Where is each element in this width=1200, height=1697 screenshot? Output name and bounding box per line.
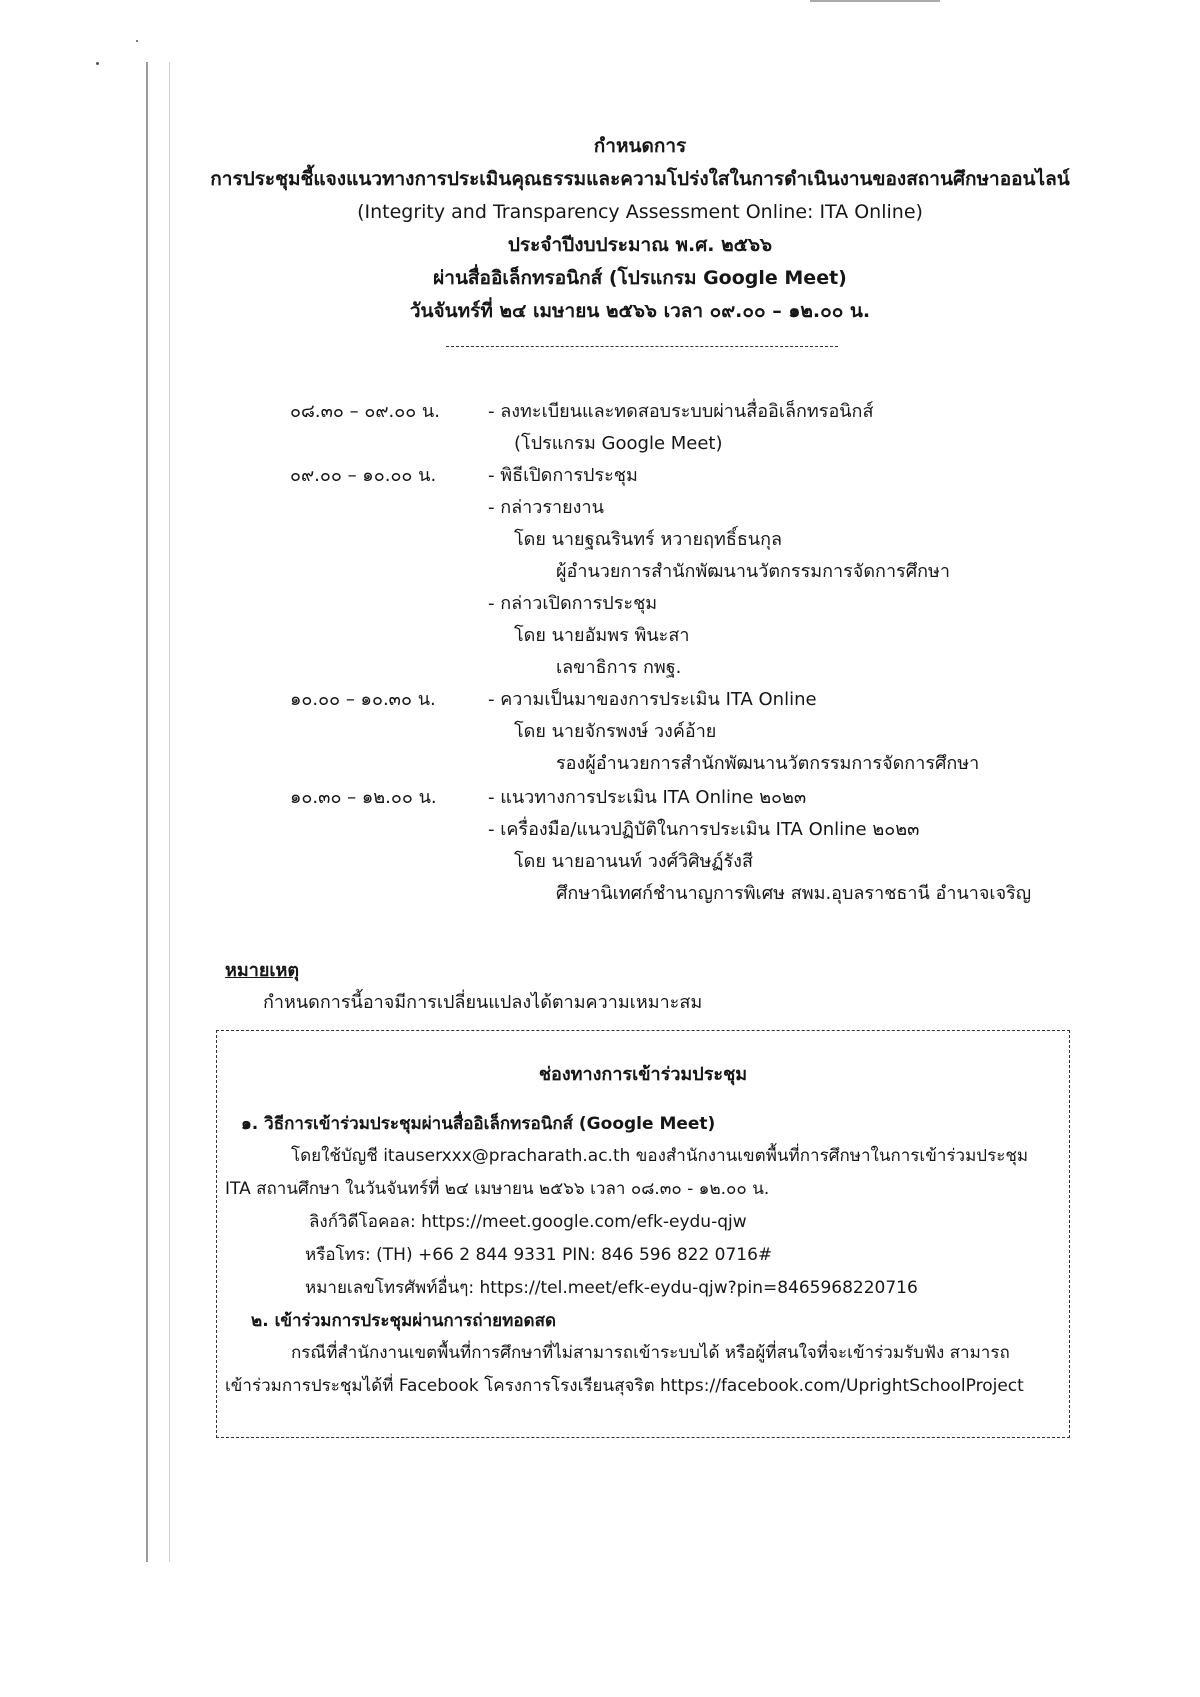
facebook-link[interactable]: เข้าร่วมการประชุมได้ที่ Facebook โครงการโรงเรียนสุจริต https://facebook.com/UprightSchoolProject	[225, 1376, 1024, 1396]
binding-line	[146, 62, 148, 1562]
section1-heading: ๑. วิธีการเข้าร่วมประชุมผ่านสื่ออิเล็กทรอนิกส์ (Google Meet)	[241, 1114, 716, 1134]
meeting-date-time: วันจันทร์ที่ ๒๔ เมษายน ๒๕๖๖ เวลา ๐๙.๐๐ – ๑๒.๐๐ น.	[409, 300, 871, 322]
speaker-position: ผู้อำนวยการสำนักพัฒนานวัตกรรมการจัดการศึกษา	[556, 561, 951, 582]
join-channels-box	[216, 1030, 1070, 1438]
section1-text: โดยใช้บัญชี itauserxxx@pracharath.ac.th ของสำนักงานเขตพื้นที่การศึกษาในการเข้าร่วมประชุม	[291, 1146, 1029, 1166]
schedule-item: (โปรแกรม Google Meet)	[514, 433, 723, 454]
schedule-item: - ลงทะเบียนและทดสอบระบบผ่านสื่ออิเล็กทรอนิกส์	[488, 401, 874, 422]
schedule-item: - แนวทางการประเมิน ITA Online ๒๐๒๓	[488, 787, 807, 808]
note-text: กำหนดการนี้อาจมีการเปลี่ยนแปลงได้ตามความเหมาะสม	[263, 992, 703, 1013]
document-header	[160, 130, 1120, 328]
fiscal-year: ประจำปีงบประมาณ พ.ศ. ๒๕๖๖	[507, 234, 773, 256]
scan-speck	[96, 62, 99, 65]
section1-text: ITA สถานศึกษา ในวันจันทร์ที่ ๒๔ เมษายน ๒๕๖๖ เวลา ๐๘.๓๐ - ๑๒.๐๐ น.	[225, 1179, 770, 1199]
speaker-position: เลขาธิการ กพฐ.	[556, 657, 682, 678]
section2-heading: ๒. เข้าร่วมการประชุมผ่านการถ่ายทอดสด	[251, 1311, 556, 1331]
schedule-item: - พิธีเปิดการประชุม	[488, 465, 638, 486]
english-name: (Integrity and Transparency Assessment Online: ITA Online)	[357, 201, 923, 223]
page-title: กำหนดการ	[593, 135, 687, 157]
schedule-time: ๐๙.๐๐ – ๑๐.๐๐ น.	[290, 465, 437, 486]
join-box-title: ช่องทางการเข้าร่วมประชุม	[538, 1064, 748, 1085]
schedule-item: - กล่าวเปิดการประชุม	[488, 593, 658, 614]
meeting-channel: ผ่านสื่ออิเล็กทรอนิกส์ (โปรแกรม Google Meet)	[433, 267, 847, 289]
video-call-link[interactable]: ลิงก์วิดีโอคอล: https://meet.google.com/efk-eydu-qjw	[309, 1212, 747, 1232]
speaker-position: ศึกษานิเทศก์ชำนาญการพิเศษ สพม.อุบลราชธานี อำนาจเจริญ	[556, 883, 1032, 904]
divider	[446, 346, 838, 347]
scan-mark	[810, 0, 940, 2]
schedule-item: - กล่าวรายงาน	[488, 497, 604, 518]
note-heading: หมายเหตุ	[225, 960, 300, 981]
dial-in-phone: หรือโทร: (TH) +66 2 844 9331 PIN: 846 596 822 0716#	[305, 1245, 773, 1265]
schedule-time: ๐๘.๓๐ – ๐๙.๐๐ น.	[290, 401, 440, 422]
speaker-name: โดย นายอัมพร พินะสา	[514, 625, 690, 646]
meeting-title: การประชุมชี้แจงแนวทางการประเมินคุณธรรมและความโปร่งใสในการดำเนินงานของสถานศึกษาออนไลน์	[210, 168, 1070, 190]
speaker-position: รองผู้อำนวยการสำนักพัฒนานวัตกรรมการจัดการศึกษา	[556, 753, 980, 774]
other-numbers-link[interactable]: หมายเลขโทรศัพท์อื่นๆ: https://tel.meet/efk-eydu-qjw?pin=8465968220716	[305, 1278, 918, 1298]
speaker-name: โดย นายอานนท์ วงศ์วิศิษฏ์รังสี	[514, 851, 753, 872]
schedule-time: ๑๐.๐๐ – ๑๐.๓๐ น.	[290, 689, 436, 710]
speaker-name: โดย นายจักรพงษ์ วงค์อ้าย	[514, 721, 717, 742]
speaker-name: โดย นายฐณรินทร์ หวายฤทธิ์ธนกุล	[514, 529, 783, 550]
section2-text: กรณีที่สำนักงานเขตพื้นที่การศึกษาที่ไม่สามารถเข้าระบบได้ หรือผู้ที่สนใจที่จะเข้าร่วมรับฟัง สามารถ	[291, 1343, 1010, 1363]
schedule-item: - เครื่องมือ/แนวปฏิบัติในการประเมิน ITA Online ๒๐๒๓	[488, 819, 920, 840]
schedule-time: ๑๐.๓๐ – ๑๒.๐๐ น.	[290, 787, 437, 808]
scan-speck	[136, 40, 138, 42]
schedule-item: - ความเป็นมาของการประเมิน ITA Online	[488, 689, 817, 710]
